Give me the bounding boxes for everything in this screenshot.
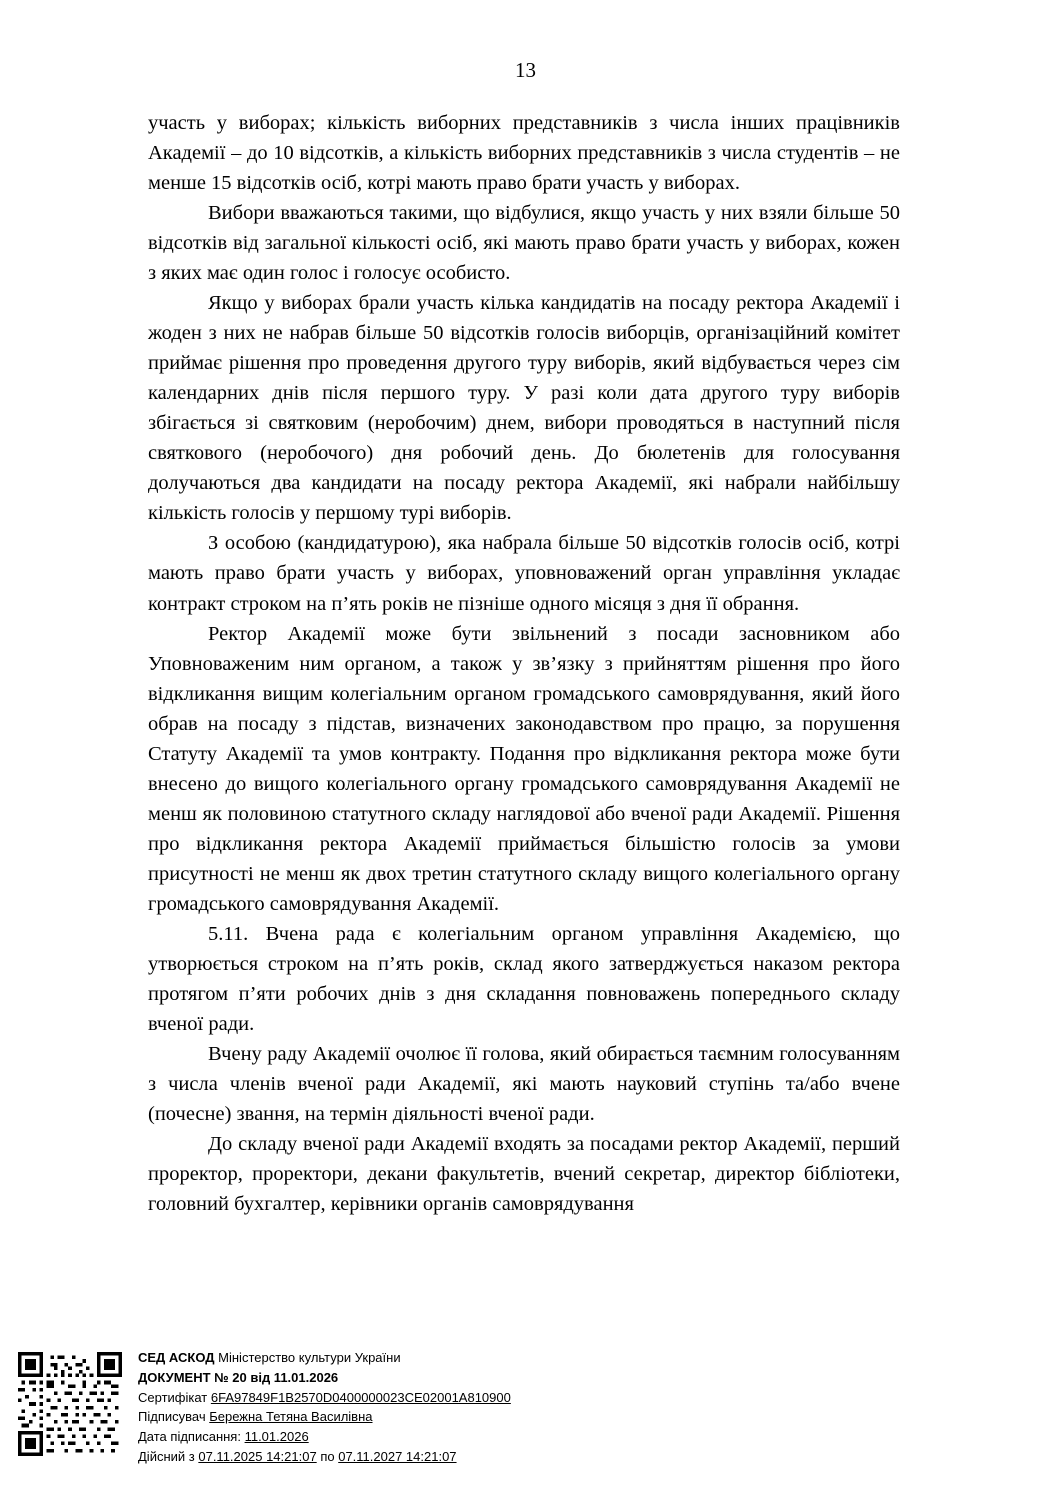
paragraph: З особою (кандидатурою), яка набрала більше 50 відсотків голосів осіб, котрі мають право брати участь у виборах, уповноважений орган управління укладає контракт строком на п’ять років не пізніше одного місяця з дня її обрання. — [148, 532, 900, 615]
page-number: 13 — [515, 58, 536, 82]
stamp-valid-from: 07.11.2025 14:21:07 — [198, 1448, 317, 1464]
paragraph: До складу вченої ради Академії входять за посадами ректор Академії, перший проректор, проректори, декани факультетів, вчений секретар, директор бібліотеки, головний бухгалтер, керівники органів самоврядування — [148, 1133, 900, 1216]
stamp-certificate-label: Сертифікат — [138, 1389, 208, 1405]
stamp-signer-label: Підписувач — [138, 1409, 206, 1425]
stamp-system-label: СЕД АСКОД — [138, 1350, 215, 1365]
qr-code-icon — [18, 1352, 122, 1456]
paragraph: Вибори вважаються такими, що відбулися, якщо участь у них взяли більше 50 відсотків від загальної кількості осіб, які мають право брати участь у виборах, кожен з яких має один голос і голосує особисто. — [148, 202, 900, 285]
paragraph: 5.11. Вчена рада є колегіальним органом управління Академією, що утворюється строком на п’ять років, склад якого затверджується наказом ректора протягом п’яти робочих днів з дня складання повноважень попереднього складу вченої ради. — [148, 922, 900, 1035]
stamp-valid-to-label: по — [320, 1448, 335, 1464]
paragraph: Вчену раду Академії очолює її голова, який обирається таємним голосуванням з числа членів вченої ради Академії, які мають науковий ступінь та/або вчене (почесне) звання, на термін діяльності вченої ради. — [148, 1042, 900, 1126]
document-body — [148, 108, 900, 1219]
stamp-signdate-label: Дата підписання: — [138, 1429, 241, 1444]
paragraph: Ректор Академії може бути звільнений з посади засновником або Уповноваженим ним органом, а також у зв’язку з прийняттям рішення про його відкликання вищим колегіальним органом громадського самоврядування, який його обрав на посаду з підстав, визначених законодавством про працю, за порушення Статуту Академії та умов контракту. Подання про відкликання ректора може бути внесено до вищого колегіального органу громадського самоврядування Академії не менш як половиною статутного складу наглядової або вченої ради Академії. Рішення про відкликання ректора Академії приймається більшістю голосів за умови присутності не менш як двох третин статутного складу вищого колегіального органу громадського самоврядування Академії. — [148, 622, 900, 915]
stamp-validity-row — [138, 1447, 511, 1467]
stamp-signdate-row — [138, 1427, 511, 1447]
paragraph: участь у виборах; кількість виборних представників з числа інших працівників Академії – до 10 відсотків, а кількість виборних представників з числа студентів – не менше 15 відсотків осіб, котрі мають право брати участь у виборах. — [148, 112, 900, 195]
stamp-signdate-value: 11.01.2026 — [244, 1429, 309, 1444]
stamp-certificate-value: 6FA97849F1B2570D0400000023CE02001A810900 — [210, 1389, 511, 1405]
stamp-certificate-row — [138, 1388, 511, 1408]
stamp-signer-row — [138, 1407, 511, 1427]
electronic-signature-stamp — [18, 1348, 1028, 1468]
paragraph: Якщо у виборах брали участь кілька кандидатів на посаду ректора Академії і жоден з них не набрав більше 50 відсотків голосів виборців, організаційний комітет приймає рішення про проведення другого туру виборів, який відбувається через сім календарних днів після першого туру. У разі коли дата другого туру виборів збігається зі святковим (неробочим) днем, вибори проводяться в наступний після святкового (неробочого) дня робочий день. До бюлетенів для голосування долучаються два кандидати на посаду ректора Академії, які набрали найбільшу кількість голосів у першому турі виборів. — [148, 292, 900, 525]
stamp-document-line: ДОКУМЕНТ № 20 від 11.01.2026 — [138, 1369, 339, 1385]
stamp-details — [138, 1348, 511, 1467]
stamp-valid-label: Дійсний з — [138, 1448, 195, 1464]
stamp-signer-value: Бережна Тетяна Василівна — [209, 1409, 373, 1425]
stamp-valid-to: 07.11.2027 14:21:07 — [338, 1448, 457, 1464]
stamp-system-row — [138, 1348, 511, 1368]
stamp-organization: Міністерство культури України — [218, 1350, 401, 1365]
